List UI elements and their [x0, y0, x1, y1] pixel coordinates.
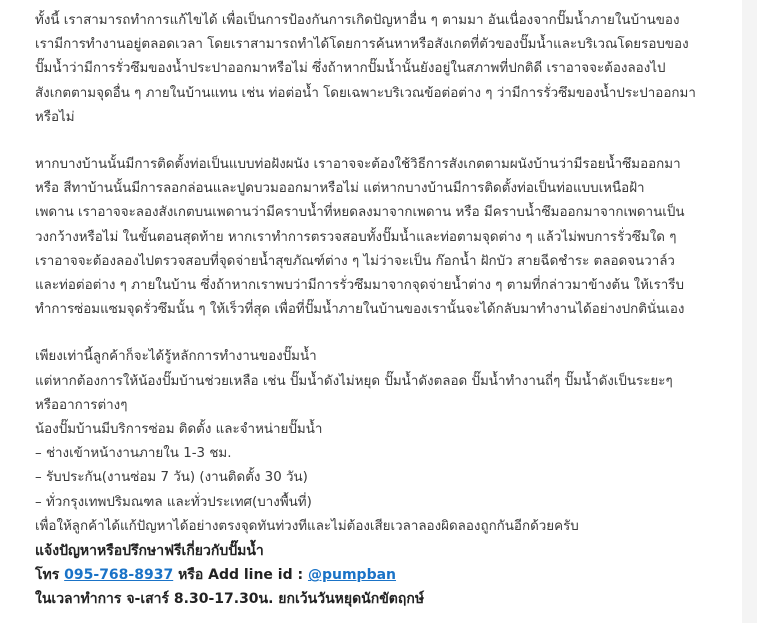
paragraph-line: หากบางบ้านนั้นมีการติดตั้งท่อเป็นแบบท่อฝังผนัง เราอาจจะต้องใช้วิธีการสังเกตตามผนังบ้านว่ามีรอยน้ำซึมออกมา: [35, 157, 681, 173]
consult-heading: แจ้งปัญหาหรือปรึกษาฟรีเกี่ยวกับปั๊มน้ำ: [35, 543, 264, 560]
paragraph-line: และท่อต่อต่าง ๆ ภายในบ้าน ซึ่งถ้าหากเราพบว่ามีการรั่วซึมมาจากจุดจ่ายน้ำต่าง ๆ ตามที่กล่าวมาข้างต้น ให้เรารีบ: [35, 278, 684, 294]
service-item: – รับประกัน(งานซ่อม 7 วัน) (งานติดตั้ง 30 วัน): [35, 470, 308, 486]
phone-link[interactable]: 095-768-8937: [64, 567, 174, 584]
closing-line: เพื่อให้ลูกค้าได้แก้ปัญหาได้อย่างตรงจุดทันท่วงทีและไม่ต้องเสียเวลาลองผิดลองถูกกันอีกด้วยครับ: [35, 518, 579, 534]
service-item: – ทั่วกรุงเทพปริมณฑล และทั่วประเทศ(บางพื้นที่): [35, 494, 312, 510]
paragraph-line: หรือไม่: [35, 109, 75, 125]
paragraph-line: เราอาจจะต้องลองไปตรวจสอบที่จุดจ่ายน้ำสุขภัณฑ์ต่าง ๆ ไม่ว่าจะเป็น ก๊อกน้ำ ฝักบัว สายฉีดชำระ ตลอดจนวาล์ว: [35, 253, 675, 269]
paragraph-leak-check: [35, 9, 735, 130]
business-hours: ในเวลาทำการ จ-เสาร์ 8.30-17.30น. ยกเว้นวันหยุดนักขัตฤกษ์: [35, 591, 425, 608]
paragraph-line: ทำการซ่อมแซมจุดรั่วซึมนั้น ๆ ให้เร็วที่สุด เพื่อที่ปั๊มน้ำภายในบ้านของเรานั้นจะได้กลับมาทำงานได้อย่างปกตินั่นเอง: [35, 302, 685, 318]
line-id-link[interactable]: @pumpban: [307, 567, 397, 584]
paragraph-line: เรามีการทำงานอยู่ตลอดเวลา โดยเราสามารถทำได้โดยการค้นหาหรือสังเกตที่ตัวของปั๊มน้ำและบริเวณโดยรอบของ: [35, 37, 689, 53]
paragraph-line: ปั๊มน้ำว่ามีการรั่วซึมของน้ำประปาออกมาหรือไม่ ซึ่งถ้าหากปั๊มน้ำนั้นยังอยู่ในสภาพที่ปกติดี เราอาจจะต้องลองไป: [35, 61, 666, 77]
paragraph-line: สังเกตตามจุดอื่น ๆ ภายในบ้านแทน เช่น ท่อต่อน้ำ โดยเฉพาะบริเวณข้อต่อต่าง ๆ ว่ามีการรั่วซึมของน้ำประปาออกมา: [35, 85, 696, 101]
line-prefix: หรือ Add line id :: [173, 567, 308, 584]
closing-line: หรืออาการต่างๆ: [35, 397, 128, 413]
phone-prefix: โทร: [35, 567, 65, 584]
closing-line: แต่หากต้องการให้น้องปั๊มบ้านช่วยเหลือ เช่น ปั๊มน้ำดังไม่หยุด ปั๊มน้ำดังตลอด ปั๊มน้ำทำงานถี่ๆ ปั๊มน้ำดังเป็นระยะๆ: [35, 373, 673, 389]
paragraph-line: หรือ สีทาบ้านนั้นมีการลอกล่อนและปูดบวมออกมาหรือไม่ แต่หากบางบ้านมีการติดตั้งท่อเป็นท่อแบบเหนือฝ้า: [35, 181, 645, 197]
paragraph-line: เพดาน เราอาจจะลองสังเกตบนเพดานว่ามีคราบน้ำที่หยดลงมาจากเพดาน หรือ มีคราบน้ำซึมออกมาจากเพดานเป็น: [35, 205, 685, 221]
closing-section: [35, 345, 735, 611]
paragraph-pipe-check: [35, 153, 735, 322]
paragraph-line: ทั้งนี้ เราสามารถทำการแก้ไขได้ เพื่อเป็นการป้องกันการเกิดปัญหาอื่น ๆ ตามมา อันเนื่องจากปั๊มน้ำภายในบ้านของ: [35, 13, 680, 28]
paragraph-line: วงกว้างหรือไม่ ในขั้นตอนสุดท้าย หากเราทำการตรวจสอบทั้งปั๊มน้ำและท่อตามจุดต่าง ๆ แล้วไม่พบการรั่วซึมใด ๆ: [35, 229, 677, 245]
services-heading: น้องปั๊มบ้านมีบริการซ่อม ติดตั้ง และจำหน่ายปั๊มน้ำ: [35, 422, 323, 438]
contact-line: [35, 563, 735, 587]
article-content: [35, 9, 735, 612]
page-margin: [742, 0, 757, 623]
service-item: – ช่างเข้าหน้างานภายใน 1-3 ชม.: [35, 446, 232, 462]
closing-line: เพียงเท่านี้ลูกค้าก็จะได้รู้หลักการทำงานของปั๊มน้ำ: [35, 349, 317, 365]
